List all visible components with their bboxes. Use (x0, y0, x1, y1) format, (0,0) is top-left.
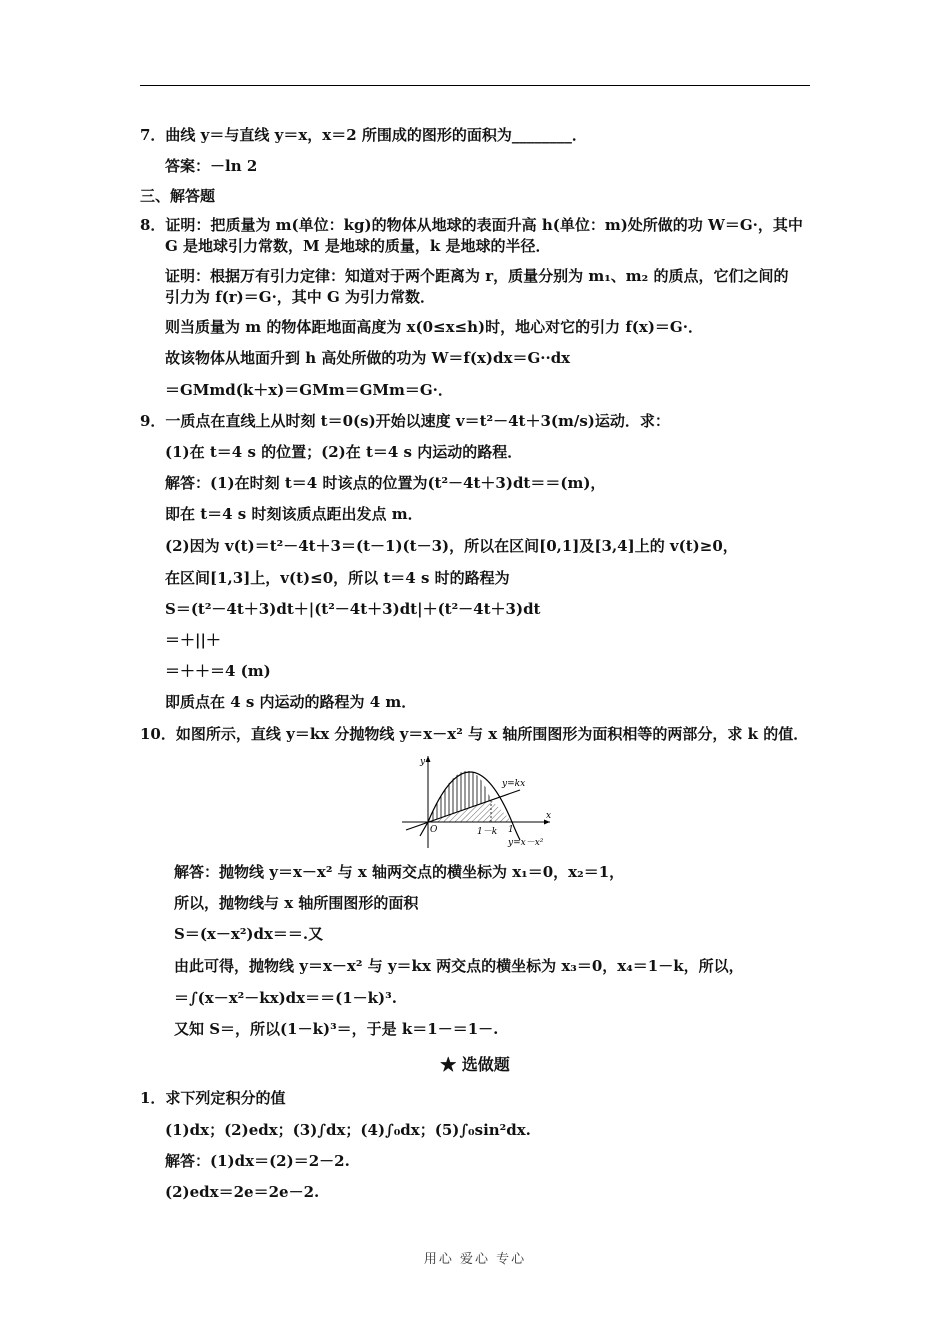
q10-answer-line-6: 又知 S＝，所以(1－k)³＝，于是 k＝1－＝1－. (174, 1020, 499, 1038)
q10-answer-line-5: ＝∫(x－x²－kx)dx＝＝(1－k)³. (174, 989, 397, 1007)
origin-label: O (430, 825, 438, 835)
q7-answer: 答案：－ln 2 (165, 157, 258, 175)
curve-label: y=x－x² (508, 838, 544, 848)
one-minus-k-label: 1－k (477, 827, 498, 837)
parabola-figure (400, 752, 555, 850)
q9-answer-line-6: ＝＋||＋ (165, 631, 221, 649)
q10-answer-line-2: 所以，抛物线与 x 轴所围图形的面积 (174, 894, 419, 912)
q9-text: 9．一质点在直线上从时刻 t＝0(s)开始以速度 v＝t²－4t＋3(m/s)运动．求： (140, 412, 670, 430)
q7-text: 7．曲线 y＝与直线 y＝x，x＝2 所围成的图形的面积为________． (140, 126, 587, 144)
q8-proof-line-2: 引力为 f(r)＝G·，其中 G 为引力常数． (165, 288, 436, 306)
section-heading: 三、解答题 (140, 187, 216, 205)
q10-answer-line-1: 解答：抛物线 y＝x－x² 与 x 轴两交点的横坐标为 x₁＝0，x₂＝1， (174, 863, 625, 881)
q9-answer-line-7: ＝＋＋＝4 (m) (165, 662, 271, 680)
q9-answer-line-1: 解答：(1)在时刻 t＝4 时该点的位置为(t²－4t＋3)dt＝＝(m)， (165, 474, 606, 492)
line-label: y=kx (502, 779, 526, 789)
q8-line-1: 8．证明：把质量为 m(单位：kg)的物体从地球的表面升高 h(单位：m)处所做的功 W＝G·，其中 (140, 216, 803, 234)
q10-answer-line-4: 由此可得，抛物线 y＝x－x² 与 y＝kx 两交点的横坐标为 x₃＝0，x₄＝1－k，所以， (174, 957, 744, 975)
y-axis-arrow (426, 756, 431, 762)
optional-q1-text: 1．求下列定积分的值 (140, 1089, 286, 1107)
q8-proof-line-5: ＝GMmd(k＋x)＝GMm＝GMm＝G·． (165, 381, 453, 399)
page-footer: 用心 爱心 专心 (423, 1252, 527, 1267)
q9-answer-line-5: S＝(t²－4t＋3)dt＋|(t²－4t＋3)dt|＋(t²－4t＋3)dt (165, 600, 541, 618)
one-label: 1 (508, 825, 514, 835)
q8-proof-line-3: 则当质量为 m 的物体距地面高度为 x(0≤x≤h)时，地心对它的引力 f(x)＝G·． (165, 318, 703, 336)
q9-answer-line-4: 在区间[1,3]上，v(t)≤0，所以 t＝4 s 时的路程为 (165, 569, 510, 587)
y-axis-label: y (420, 757, 426, 767)
x-axis-label: x (546, 811, 552, 821)
q9-answer-line-2: 即在 t＝4 s 时刻该质点距出发点 m． (165, 505, 423, 523)
q10-answer-line-3: S＝(x－x²)dx＝＝.又 (174, 925, 324, 943)
q10-text: 10．如图所示，直线 y＝kx 分抛物线 y＝x－x² 与 x 轴所围图形为面积相等的两部分，求 k 的值． (140, 725, 809, 743)
q9-subquestions: (1)在 t＝4 s 的位置；(2)在 t＝4 s 内运动的路程． (165, 443, 523, 461)
q8-proof-line-1: 证明：根据万有引力定律：知道对于两个距离为 r，质量分别为 m₁、m₂ 的质点，它们之间的 (165, 267, 789, 285)
q9-answer-line-8: 即质点在 4 s 内运动的路程为 4 m． (165, 693, 417, 711)
q9-answer-line-3: (2)因为 v(t)＝t²－4t＋3＝(t－1)(t－3)，所以在区间[0,1]及[3,4]上的 v(t)≥0， (165, 537, 738, 555)
optional-q1-answer-2: (2)edx＝2e＝2e－2. (165, 1183, 320, 1201)
optional-section-heading: ★ 选做题 (440, 1055, 510, 1074)
header-rule (140, 85, 810, 86)
q8-proof-line-4: 故该物体从地面升到 h 高处所做的功为 W＝f(x)dx＝G··dx (165, 349, 571, 367)
optional-q1-items: (1)dx；(2)edx；(3)∫dx；(4)∫₀dx；(5)∫₀sin²dx. (165, 1121, 531, 1139)
q8-line-2: G 是地球引力常数，M 是地球的质量，k 是地球的半径． (165, 237, 551, 255)
optional-q1-answer-1: 解答：(1)dx＝(2)＝2－2. (165, 1152, 350, 1170)
